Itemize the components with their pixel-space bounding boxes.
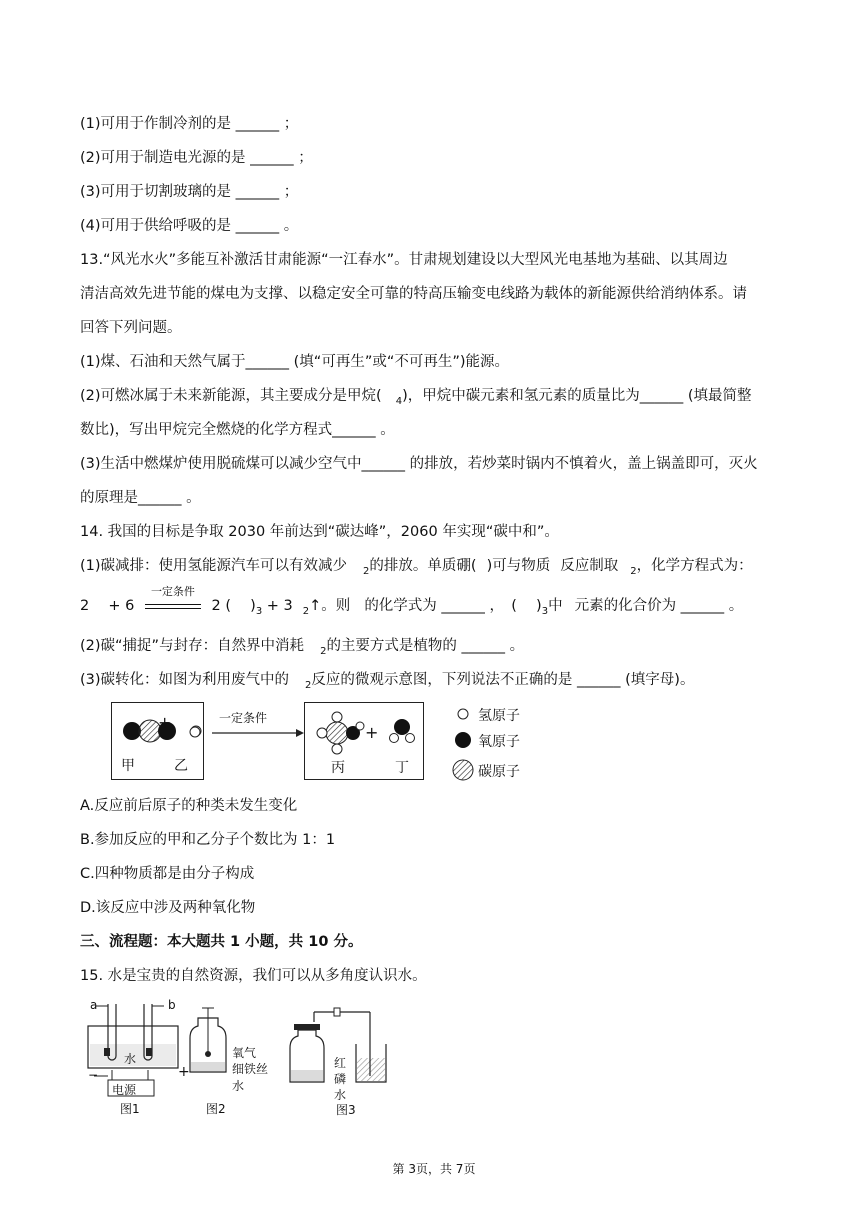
q14-p2-text2: 的主要方式是植物的 ______ 。	[326, 638, 525, 654]
legend-carbon-icon	[453, 760, 473, 780]
q14-p2-text1: (2)碳“捕捉”与封存：自然界中消耗	[80, 638, 305, 654]
q13-part2-line1	[80, 386, 752, 412]
fig2-label-wire: 细铁丝	[232, 1062, 269, 1076]
q14-option-a: A.反应前后原子的种类未发生变化	[80, 798, 298, 814]
eq-sub4: 2	[302, 606, 310, 617]
arrow-condition-label: 一定条件	[219, 711, 268, 725]
fig1-caption: 图1	[120, 1102, 140, 1116]
q13-part1: (1)煤、石油和天然气属于______ (填“可再生”或“不可再生”)能源。	[80, 354, 510, 370]
eq-condition-label: 一定条件	[150, 585, 195, 598]
fig3-label-phosphorus: 磷	[334, 1072, 347, 1086]
hydrogen-atom	[317, 728, 327, 738]
q12-item-2: (2)可用于制造电光源的是 ______ ；	[80, 150, 313, 166]
hydrogen-atom	[332, 712, 342, 722]
page-footer: 第 3页，共 7页	[392, 1162, 476, 1176]
carbon-atom	[326, 722, 348, 744]
fig1-label-water: 水	[124, 1052, 137, 1066]
label-ding: 丁	[395, 760, 409, 776]
q13-stem-line3: 回答下列问题。	[80, 320, 182, 336]
q13-stem-line1: 13.“风光水火”多能互补激活甘肃能源“一江春水”。甘肃规划建设以大型风光电基地为基础、以其周边	[80, 252, 728, 268]
q14-p1-sub1: 2	[363, 566, 370, 577]
q14-p1-text2: 的排放。单质硼(	[369, 558, 477, 574]
q14-option-c: C.四种物质都是由分子构成	[80, 866, 255, 882]
fig1-label-b: b	[168, 998, 176, 1012]
q13-part2-line2: 数比)，写出甲烷完全燃烧的化学方程式______ 。	[80, 422, 395, 438]
hydrogen-atom	[190, 727, 200, 737]
legend-symbols	[452, 704, 476, 784]
reactant-box	[111, 702, 204, 780]
oxygen-atom	[123, 722, 141, 740]
eq-right2: + 3	[266, 598, 293, 614]
fig1-label-a: a	[90, 998, 98, 1012]
oxygen-atom	[394, 719, 410, 735]
q14-option-d: D.该反应中涉及两种氧化物	[80, 900, 256, 916]
q14-p1-text5: ，化学方程式为：	[636, 558, 753, 574]
q13-part2-post: )，甲烷中碳元素和氢元素的质量比为______ (填最简整	[402, 388, 752, 404]
legend-hydrogen-label: 氢原子	[478, 708, 520, 724]
q14-p3-text2: 反应的微观示意图，下列说法不正确的是 ______ (填字母)。	[311, 672, 695, 688]
q14-part2	[80, 636, 524, 662]
legend-carbon-label: 碳原子	[478, 764, 520, 780]
q14-equation	[80, 585, 744, 622]
q13-part2-pre: (2)可燃冰属于未来新能源，其主要成分是甲烷(	[80, 388, 382, 404]
q14-p1-text1: (1)碳减排：使用氢能源汽车可以有效减少	[80, 558, 348, 574]
q13-part3-line2: 的原理是______ 。	[80, 490, 201, 506]
legend-hydrogen-icon	[458, 709, 468, 719]
q12-item-4: (4)可用于供给呼吸的是 ______ 。	[80, 218, 299, 234]
q14-part1-line1	[80, 556, 753, 582]
fig1-label-minus: −	[88, 1068, 99, 1082]
label-bing: 丙	[331, 760, 345, 776]
eq-right3: ↑。则	[309, 598, 351, 614]
fig1-label-plus: +	[178, 1064, 190, 1080]
hydrogen-atom	[390, 734, 399, 743]
q14-option-b: B.参加反应的甲和乙分子个数比为 1：1	[80, 832, 336, 848]
q12-item-3: (3)可用于切割玻璃的是 ______ ；	[80, 184, 299, 200]
q14-p1-text4: 反应制取	[560, 558, 619, 574]
q13-part2-sub: 4	[395, 396, 403, 407]
eq-left: 2 + 6	[80, 598, 135, 614]
section-3-heading: 三、流程题：本大题共 1 小题，共 10 分。	[80, 934, 363, 950]
hydrogen-atom	[356, 722, 364, 730]
q14-p3-text1: (3)碳转化：如图为利用废气中的	[80, 672, 290, 688]
fig2-caption: 图2	[206, 1102, 226, 1116]
hydrogen-atom	[332, 744, 342, 754]
q14-p1-text3: )可与物质	[486, 558, 551, 574]
fig3-label-water: 水	[334, 1088, 347, 1102]
eq-question3: 元素的化合价为 ______ 。	[574, 598, 744, 614]
q13-part3-line1: (3)生活中燃煤炉使用脱硫煤可以减少空气中______ 的排放，若炒菜时锅内不慎着火，盖上锅盖即可，灭火	[80, 456, 758, 472]
q14-p1-sub2: 2	[630, 566, 637, 577]
eq-question2: 中	[548, 598, 563, 614]
plus-sign: +	[365, 723, 379, 742]
q14-stem: 14. 我国的目标是争取 2030 年前达到“碳达峰”，2060 年实现“碳中和”。	[80, 524, 559, 540]
label-jia: 甲	[121, 758, 135, 774]
hydrogen-atom	[406, 734, 415, 743]
legend-oxygen-label: 氧原子	[478, 734, 520, 750]
eq-sub3: 3	[255, 606, 263, 617]
q14-p2-sub: 2	[320, 646, 327, 657]
plus-sign: +	[158, 713, 172, 732]
q12-item-1: (1)可用于作制冷剂的是 ______ ；	[80, 116, 299, 132]
eq-sub5: 3	[541, 606, 549, 617]
eq-condition-arrow	[145, 585, 201, 616]
reaction-arrow	[212, 726, 304, 740]
q14-p3-sub: 2	[305, 680, 312, 691]
fig3-caption: 图3	[336, 1103, 356, 1117]
q14-part3	[80, 670, 694, 696]
label-yi: 乙	[174, 758, 188, 774]
fig2-iron-in-oxygen	[190, 1008, 226, 1072]
q13-stem-line2: 清洁高效先进节能的煤电为支撑、以稳定安全可靠的特高压输变电线路为载体的新能源供给消纳体系。请	[80, 286, 747, 302]
fig2-label-water: 水	[232, 1079, 245, 1093]
eq-right1: 2 ( )	[211, 598, 256, 614]
legend-oxygen-icon	[455, 732, 471, 748]
fig3-label-red: 红	[334, 1056, 347, 1070]
product-box	[304, 702, 424, 780]
q15-stem: 15. 水是宝贵的自然资源，我们可以从多角度认识水。	[80, 968, 427, 984]
fig2-label-oxygen: 氧气	[232, 1046, 257, 1060]
fig1-label-power: 电源	[112, 1083, 137, 1097]
eq-question1: 的化学式为 ______ ， ( )	[364, 598, 542, 614]
